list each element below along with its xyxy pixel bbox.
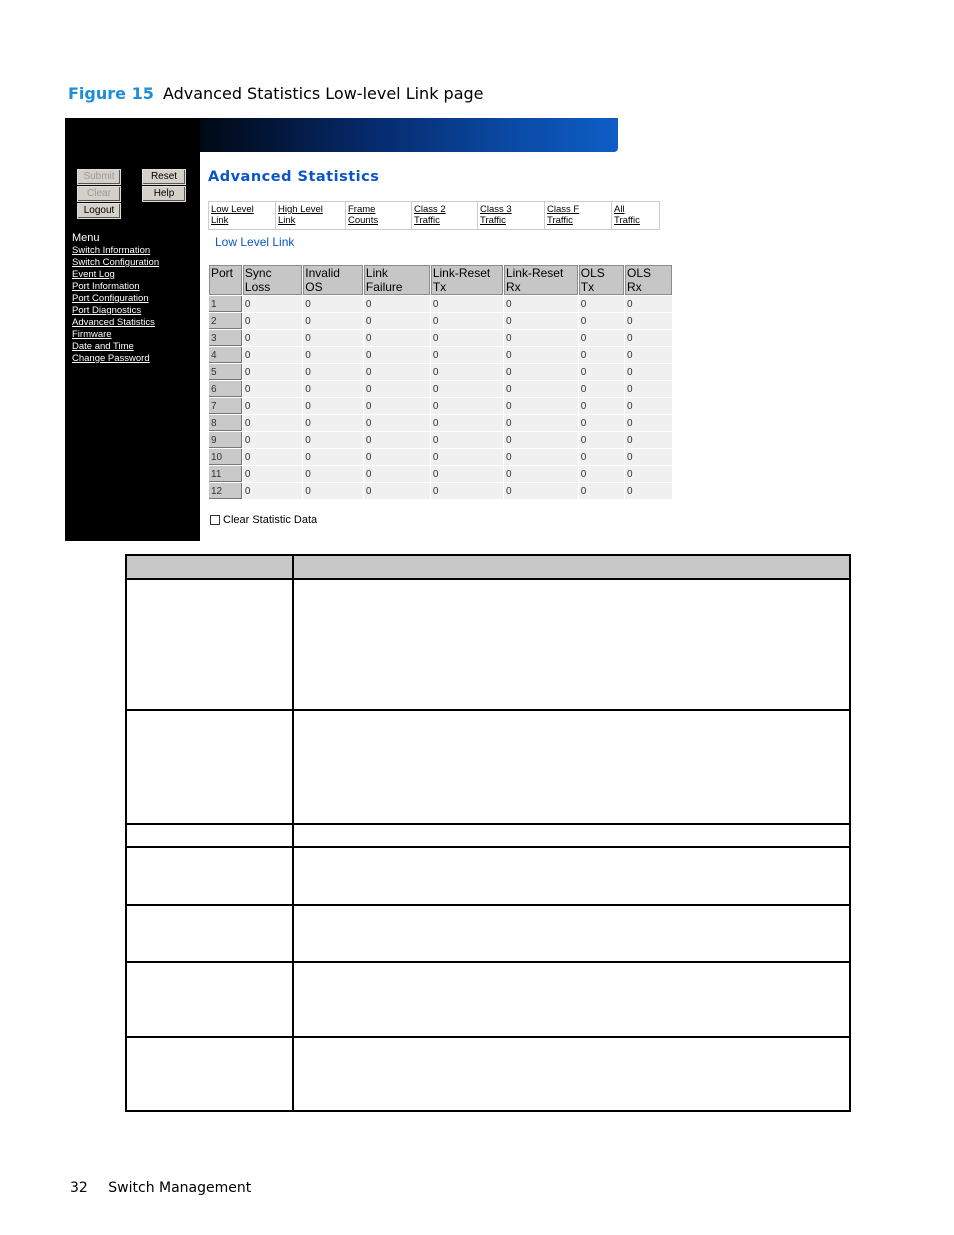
stat-cell: 0: [503, 466, 578, 483]
tab-label-line: Traffic: [414, 215, 440, 226]
tab-label-line: Counts: [348, 215, 379, 226]
stat-cell: 0: [303, 449, 364, 466]
submit-button[interactable]: Submit: [77, 169, 121, 185]
stat-cell: 0: [242, 398, 302, 415]
table-row: [209, 398, 673, 415]
tab-label-line: Low Level: [211, 204, 254, 215]
stat-cell: 0: [363, 347, 430, 364]
stat-cell: 0: [503, 347, 578, 364]
menu-item[interactable]: Port Configuration: [72, 293, 149, 304]
clear-statistic-checkbox[interactable]: [210, 515, 220, 525]
stat-cell: 0: [624, 449, 672, 466]
column-header-line: Loss: [244, 280, 271, 294]
stat-cell: 0: [578, 330, 624, 347]
tab-3[interactable]: [412, 202, 478, 229]
port-cell: 6: [209, 381, 243, 398]
table-row: [209, 296, 673, 313]
page-number: 32: [70, 1180, 88, 1196]
column-header: [363, 265, 430, 296]
stat-cell: 0: [430, 364, 503, 381]
table-row: [126, 824, 850, 847]
table-row: [209, 449, 673, 466]
column-header-line: OLS: [626, 266, 651, 280]
stat-cell: 0: [242, 347, 302, 364]
stat-cell: 0: [624, 313, 672, 330]
stat-cell: 0: [503, 415, 578, 432]
stat-cell: 0: [503, 483, 578, 500]
tab-label-line: Class F: [547, 204, 580, 215]
stat-cell: 0: [242, 313, 302, 330]
stat-cell: 0: [624, 415, 672, 432]
stat-cell: 0: [303, 347, 364, 364]
stat-cell: 0: [578, 449, 624, 466]
column-header-line: Link: [365, 266, 388, 280]
stat-cell: 0: [242, 415, 302, 432]
stat-cell: 0: [430, 398, 503, 415]
clear-statistic-label: Clear Statistic Data: [223, 514, 318, 526]
stat-cell: 0: [303, 398, 364, 415]
stat-cell: 0: [363, 381, 430, 398]
tab-label-line: Frame: [348, 204, 376, 215]
column-header: [624, 265, 672, 296]
sidebar: [65, 118, 200, 541]
stat-cell: 0: [430, 381, 503, 398]
column-header-line: Failure: [365, 280, 403, 294]
description-table: [125, 554, 851, 1112]
column-header-line: Port: [211, 266, 234, 280]
stat-cell: 0: [578, 432, 624, 449]
tab-label-line: Link: [211, 215, 229, 226]
stat-cell: 0: [503, 398, 578, 415]
stat-cell: 0: [303, 415, 364, 432]
stat-cell: 0: [303, 364, 364, 381]
stat-cell: 0: [624, 398, 672, 415]
page-footer: [70, 1180, 251, 1196]
stat-cell: 0: [363, 432, 430, 449]
table-row: [126, 962, 850, 1037]
tab-label-line: Link: [278, 215, 296, 226]
stat-cell: 0: [578, 381, 624, 398]
stat-cell: 0: [578, 398, 624, 415]
stat-cell: 0: [430, 415, 503, 432]
stat-cell: 0: [503, 449, 578, 466]
port-cell: 8: [209, 415, 243, 432]
stat-cell: 0: [242, 466, 302, 483]
tab-label-line: Traffic: [614, 215, 640, 226]
stat-cell: 0: [624, 381, 672, 398]
tab-label-line: Traffic: [480, 215, 506, 226]
link-stats-table: [208, 264, 673, 500]
tab-4[interactable]: [478, 202, 545, 229]
menu-item[interactable]: Date and Time: [72, 341, 134, 352]
tab-2[interactable]: [346, 202, 412, 229]
section-subtitle: Low Level Link: [215, 235, 295, 249]
table-row: [209, 415, 673, 432]
stat-cell: 0: [503, 381, 578, 398]
port-cell: 10: [209, 449, 243, 466]
table-row: [209, 432, 673, 449]
stat-cell: 0: [578, 347, 624, 364]
stat-cell: 0: [624, 296, 672, 313]
column-header-line: Link-Reset: [432, 266, 491, 280]
stat-cell: 0: [624, 483, 672, 500]
stat-cell: 0: [578, 296, 624, 313]
stat-cell: 0: [303, 330, 364, 347]
stat-cell: 0: [303, 466, 364, 483]
stat-cell: 0: [242, 330, 302, 347]
table-row: [126, 579, 850, 710]
stat-cell: 0: [503, 364, 578, 381]
stat-cell: 0: [578, 313, 624, 330]
table-row: [209, 347, 673, 364]
table-row: [126, 1037, 850, 1111]
table-row: [209, 381, 673, 398]
table-row: [126, 710, 850, 824]
stat-cell: 0: [363, 296, 430, 313]
stat-cell: 0: [430, 330, 503, 347]
stat-tabs: [208, 201, 660, 230]
stat-cell: 0: [363, 364, 430, 381]
stat-cell: 0: [624, 466, 672, 483]
port-cell: 12: [209, 483, 243, 500]
port-cell: 5: [209, 364, 243, 381]
stat-cell: 0: [303, 381, 364, 398]
port-cell: 1: [209, 296, 243, 313]
stat-cell: 0: [303, 432, 364, 449]
stat-cell: 0: [624, 432, 672, 449]
stat-cell: 0: [242, 296, 302, 313]
menu-item[interactable]: Advanced Statistics: [72, 317, 155, 328]
stat-cell: 0: [578, 415, 624, 432]
menu-item[interactable]: Port Information: [72, 281, 140, 292]
stat-cell: 0: [624, 364, 672, 381]
column-header-line: OLS: [580, 266, 605, 280]
stat-cell: 0: [303, 296, 364, 313]
stat-cell: 0: [242, 381, 302, 398]
sidebar-menu: [72, 245, 159, 365]
port-cell: 7: [209, 398, 243, 415]
description-table-header: [126, 555, 850, 579]
table-row: [126, 905, 850, 962]
column-header-line: Link-Reset: [505, 266, 564, 280]
stat-cell: 0: [430, 296, 503, 313]
column-header: [303, 265, 364, 296]
table-row: [209, 313, 673, 330]
port-cell: 2: [209, 313, 243, 330]
table-row: [209, 330, 673, 347]
menu-item[interactable]: Event Log: [72, 269, 115, 280]
stat-cell: 0: [363, 313, 430, 330]
stat-cell: 0: [503, 296, 578, 313]
stat-cell: 0: [430, 432, 503, 449]
stat-cell: 0: [430, 483, 503, 500]
table-row: [209, 364, 673, 381]
port-cell: 11: [209, 466, 243, 483]
stat-cell: 0: [503, 432, 578, 449]
clear-button[interactable]: Clear: [77, 186, 121, 202]
figure-label: Figure 15: [68, 84, 154, 103]
stat-cell: 0: [578, 483, 624, 500]
column-header-line: Invalid: [305, 266, 340, 280]
stat-cell: 0: [430, 313, 503, 330]
stat-cell: 0: [242, 483, 302, 500]
clear-statistic-option[interactable]: [210, 514, 317, 526]
stat-cell: 0: [242, 449, 302, 466]
stat-cell: 0: [242, 364, 302, 381]
stat-cell: 0: [363, 415, 430, 432]
logout-button[interactable]: Logout: [77, 203, 121, 219]
column-header-line: OS: [305, 280, 323, 294]
tab-label-line: Traffic: [547, 215, 573, 226]
column-header: [578, 265, 624, 296]
web-ui-screenshot: [65, 118, 673, 541]
stat-cell: 0: [363, 398, 430, 415]
stat-cell: 0: [578, 466, 624, 483]
tab-label-line: Class 2: [414, 204, 446, 215]
stat-cell: 0: [303, 483, 364, 500]
stat-cell: 0: [503, 313, 578, 330]
stat-cell: 0: [430, 347, 503, 364]
column-header: [209, 265, 243, 296]
tab-6[interactable]: [612, 202, 659, 229]
column-header: [503, 265, 578, 296]
page-title: Advanced Statistics: [208, 169, 380, 185]
menu-item[interactable]: Switch Configuration: [72, 257, 160, 268]
tab-label-line: Class 3: [480, 204, 512, 215]
figure-caption: [68, 84, 484, 103]
column-header-line: Rx: [505, 280, 521, 294]
port-cell: 4: [209, 347, 243, 364]
stat-cell: 0: [430, 466, 503, 483]
header-banner: [200, 118, 618, 152]
column-header-line: Tx: [432, 280, 447, 294]
stat-cell: 0: [363, 449, 430, 466]
stat-cell: 0: [624, 347, 672, 364]
tab-label-line: All: [614, 204, 625, 215]
stat-cell: 0: [303, 313, 364, 330]
tab-5[interactable]: [545, 202, 612, 229]
table-row: [126, 847, 850, 905]
help-button[interactable]: Help: [142, 186, 186, 202]
tab-0[interactable]: [209, 202, 276, 229]
column-header: [242, 265, 302, 296]
figure-title: Advanced Statistics Low-level Link page: [162, 84, 484, 103]
menu-item[interactable]: Firmware: [72, 329, 112, 340]
column-header-line: Tx: [580, 280, 595, 294]
stat-cell: 0: [624, 330, 672, 347]
menu-item[interactable]: Port Diagnostics: [72, 305, 142, 316]
menu-title: Menu: [72, 232, 100, 244]
stat-cell: 0: [578, 364, 624, 381]
footer-section: Switch Management: [108, 1180, 252, 1196]
menu-item[interactable]: Change Password: [72, 353, 150, 364]
stat-cell: 0: [430, 449, 503, 466]
column-header: [430, 265, 503, 296]
stat-cell: 0: [242, 432, 302, 449]
reset-button[interactable]: Reset: [142, 169, 186, 185]
stat-cell: 0: [503, 330, 578, 347]
stat-cell: 0: [363, 483, 430, 500]
column-header-line: Rx: [626, 280, 642, 294]
stat-cell: 0: [363, 466, 430, 483]
tab-1[interactable]: [276, 202, 346, 229]
column-header-line: Sync: [244, 266, 272, 280]
tab-label-line: High Level: [278, 204, 323, 215]
table-row: [209, 483, 673, 500]
stat-cell: 0: [363, 330, 430, 347]
port-cell: 3: [209, 330, 243, 347]
menu-item[interactable]: Switch Information: [72, 245, 151, 256]
table-row: [209, 466, 673, 483]
port-cell: 9: [209, 432, 243, 449]
